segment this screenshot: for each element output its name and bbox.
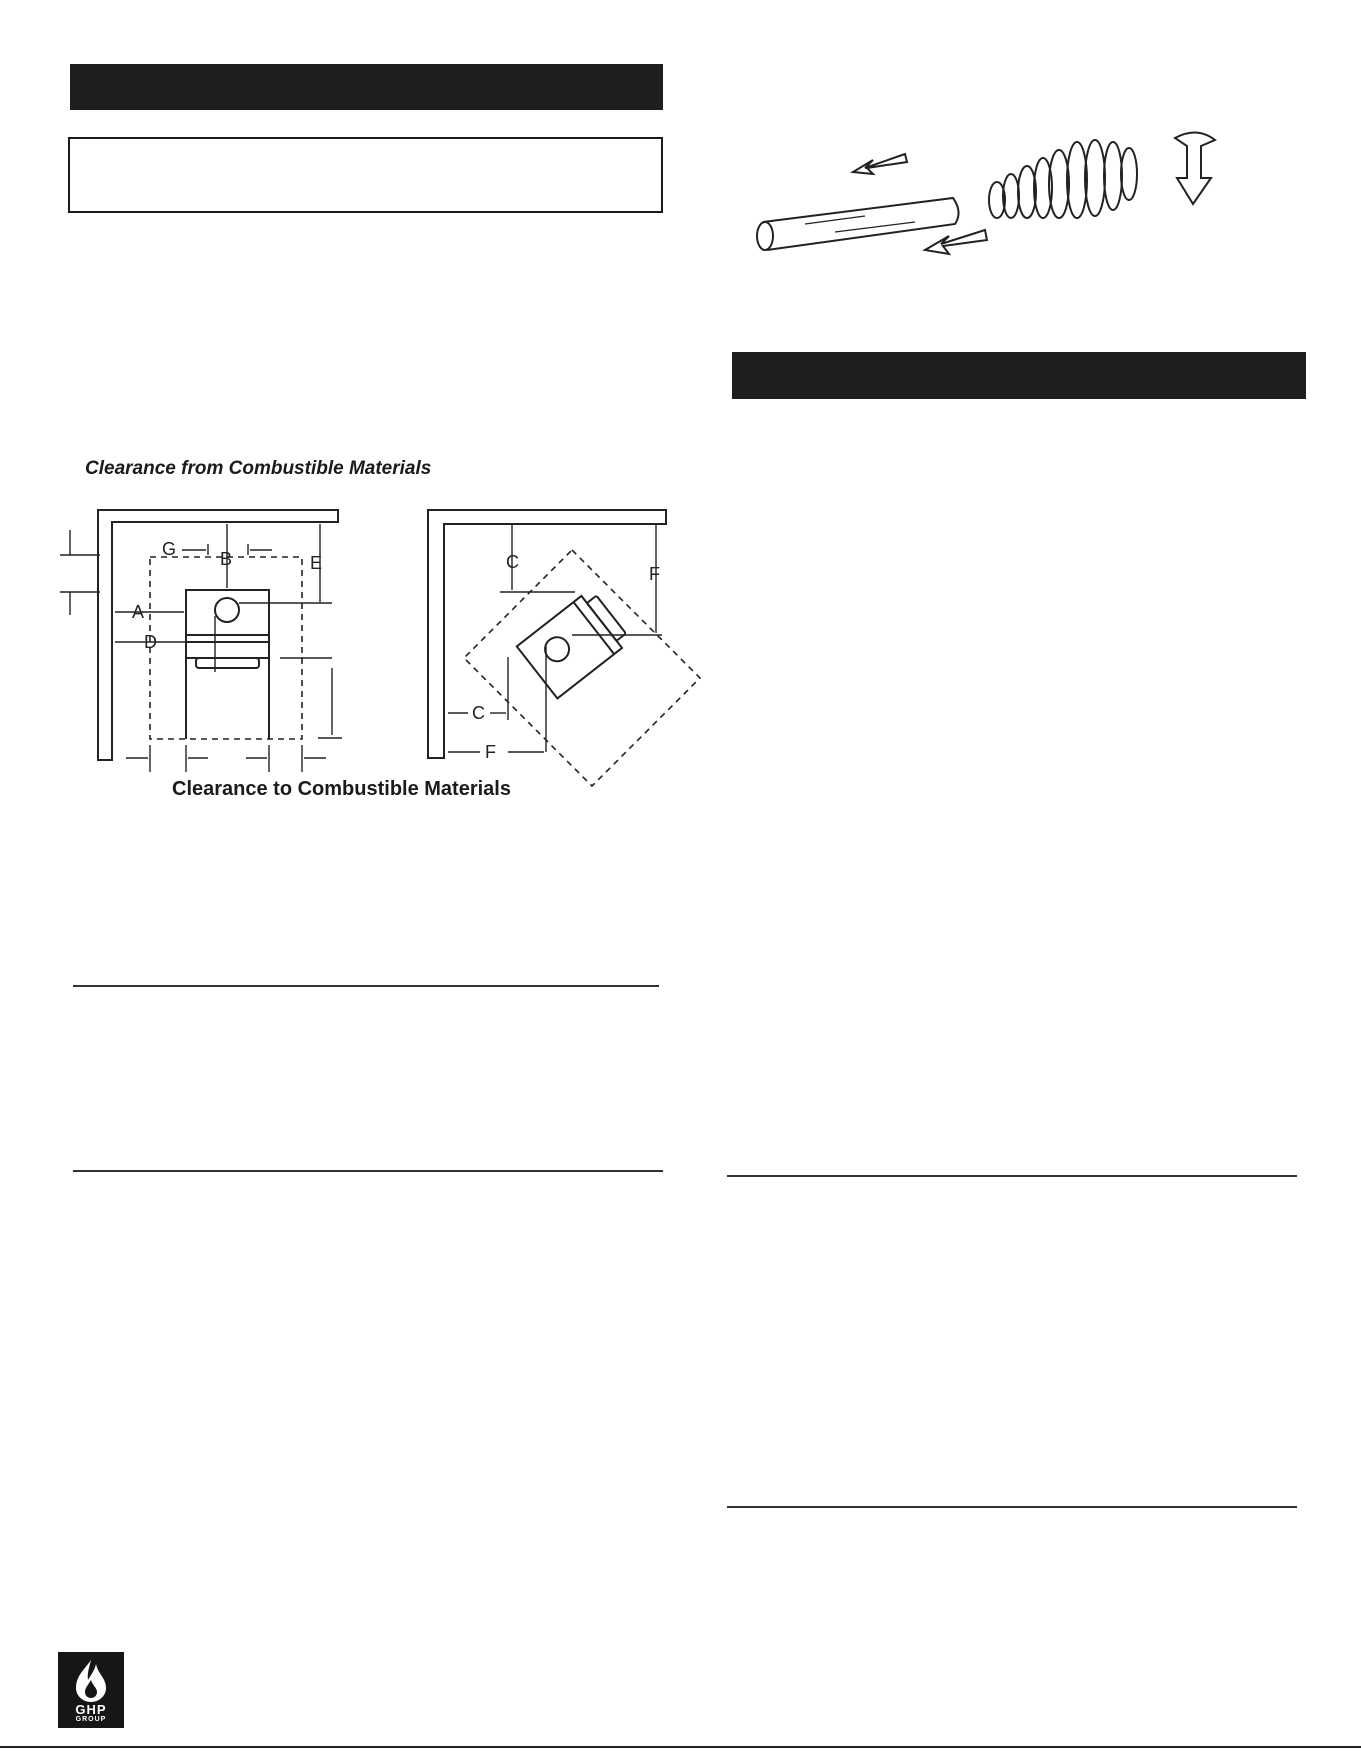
clearance-diagram	[60, 500, 710, 795]
dim-label-a: A	[132, 602, 145, 622]
dim-label-e: E	[310, 553, 323, 573]
dim-label-f-top: F	[649, 564, 660, 584]
flue-circle-left	[215, 598, 239, 622]
dim-label-c-side: C	[472, 703, 485, 723]
ghp-group-logo	[58, 1652, 124, 1728]
dim-label-f-side: F	[485, 742, 496, 762]
twist-arrow	[1175, 132, 1215, 204]
stove-base-left	[196, 658, 259, 668]
spring-coil	[989, 140, 1137, 218]
flue-circle-right	[540, 632, 574, 666]
clearance-zone-right	[464, 550, 700, 786]
left-rule-2	[73, 1170, 663, 1172]
arrow-upper	[853, 154, 907, 174]
left-rule-1	[73, 985, 659, 987]
gasket-rope-illustration	[745, 112, 1245, 282]
wall-right	[428, 510, 666, 758]
logo-text-ghp: GHP	[75, 1702, 107, 1717]
clearance-figure-caption: Clearance to Combustible Materials	[172, 778, 511, 800]
logo-text-group: GROUP	[75, 1716, 107, 1723]
dim-label-b: B	[220, 549, 233, 569]
clearance-zone-left	[150, 557, 302, 739]
stove-body-left	[186, 590, 269, 658]
right-rule-1	[727, 1175, 1297, 1177]
arrow-lower	[925, 230, 987, 254]
footer-rule	[0, 1746, 1361, 1748]
left-section-header-bar	[70, 64, 663, 110]
dim-label-c-top: C	[506, 552, 519, 572]
rope-tube	[763, 198, 959, 250]
dim-label-d: D	[144, 632, 157, 652]
right-rule-2	[727, 1506, 1297, 1508]
right-section-header-bar	[732, 352, 1306, 399]
dim-label-g: G	[162, 539, 177, 559]
clearance-figure-title: Clearance from Combustible Materials	[85, 458, 432, 479]
notice-box	[68, 137, 663, 213]
